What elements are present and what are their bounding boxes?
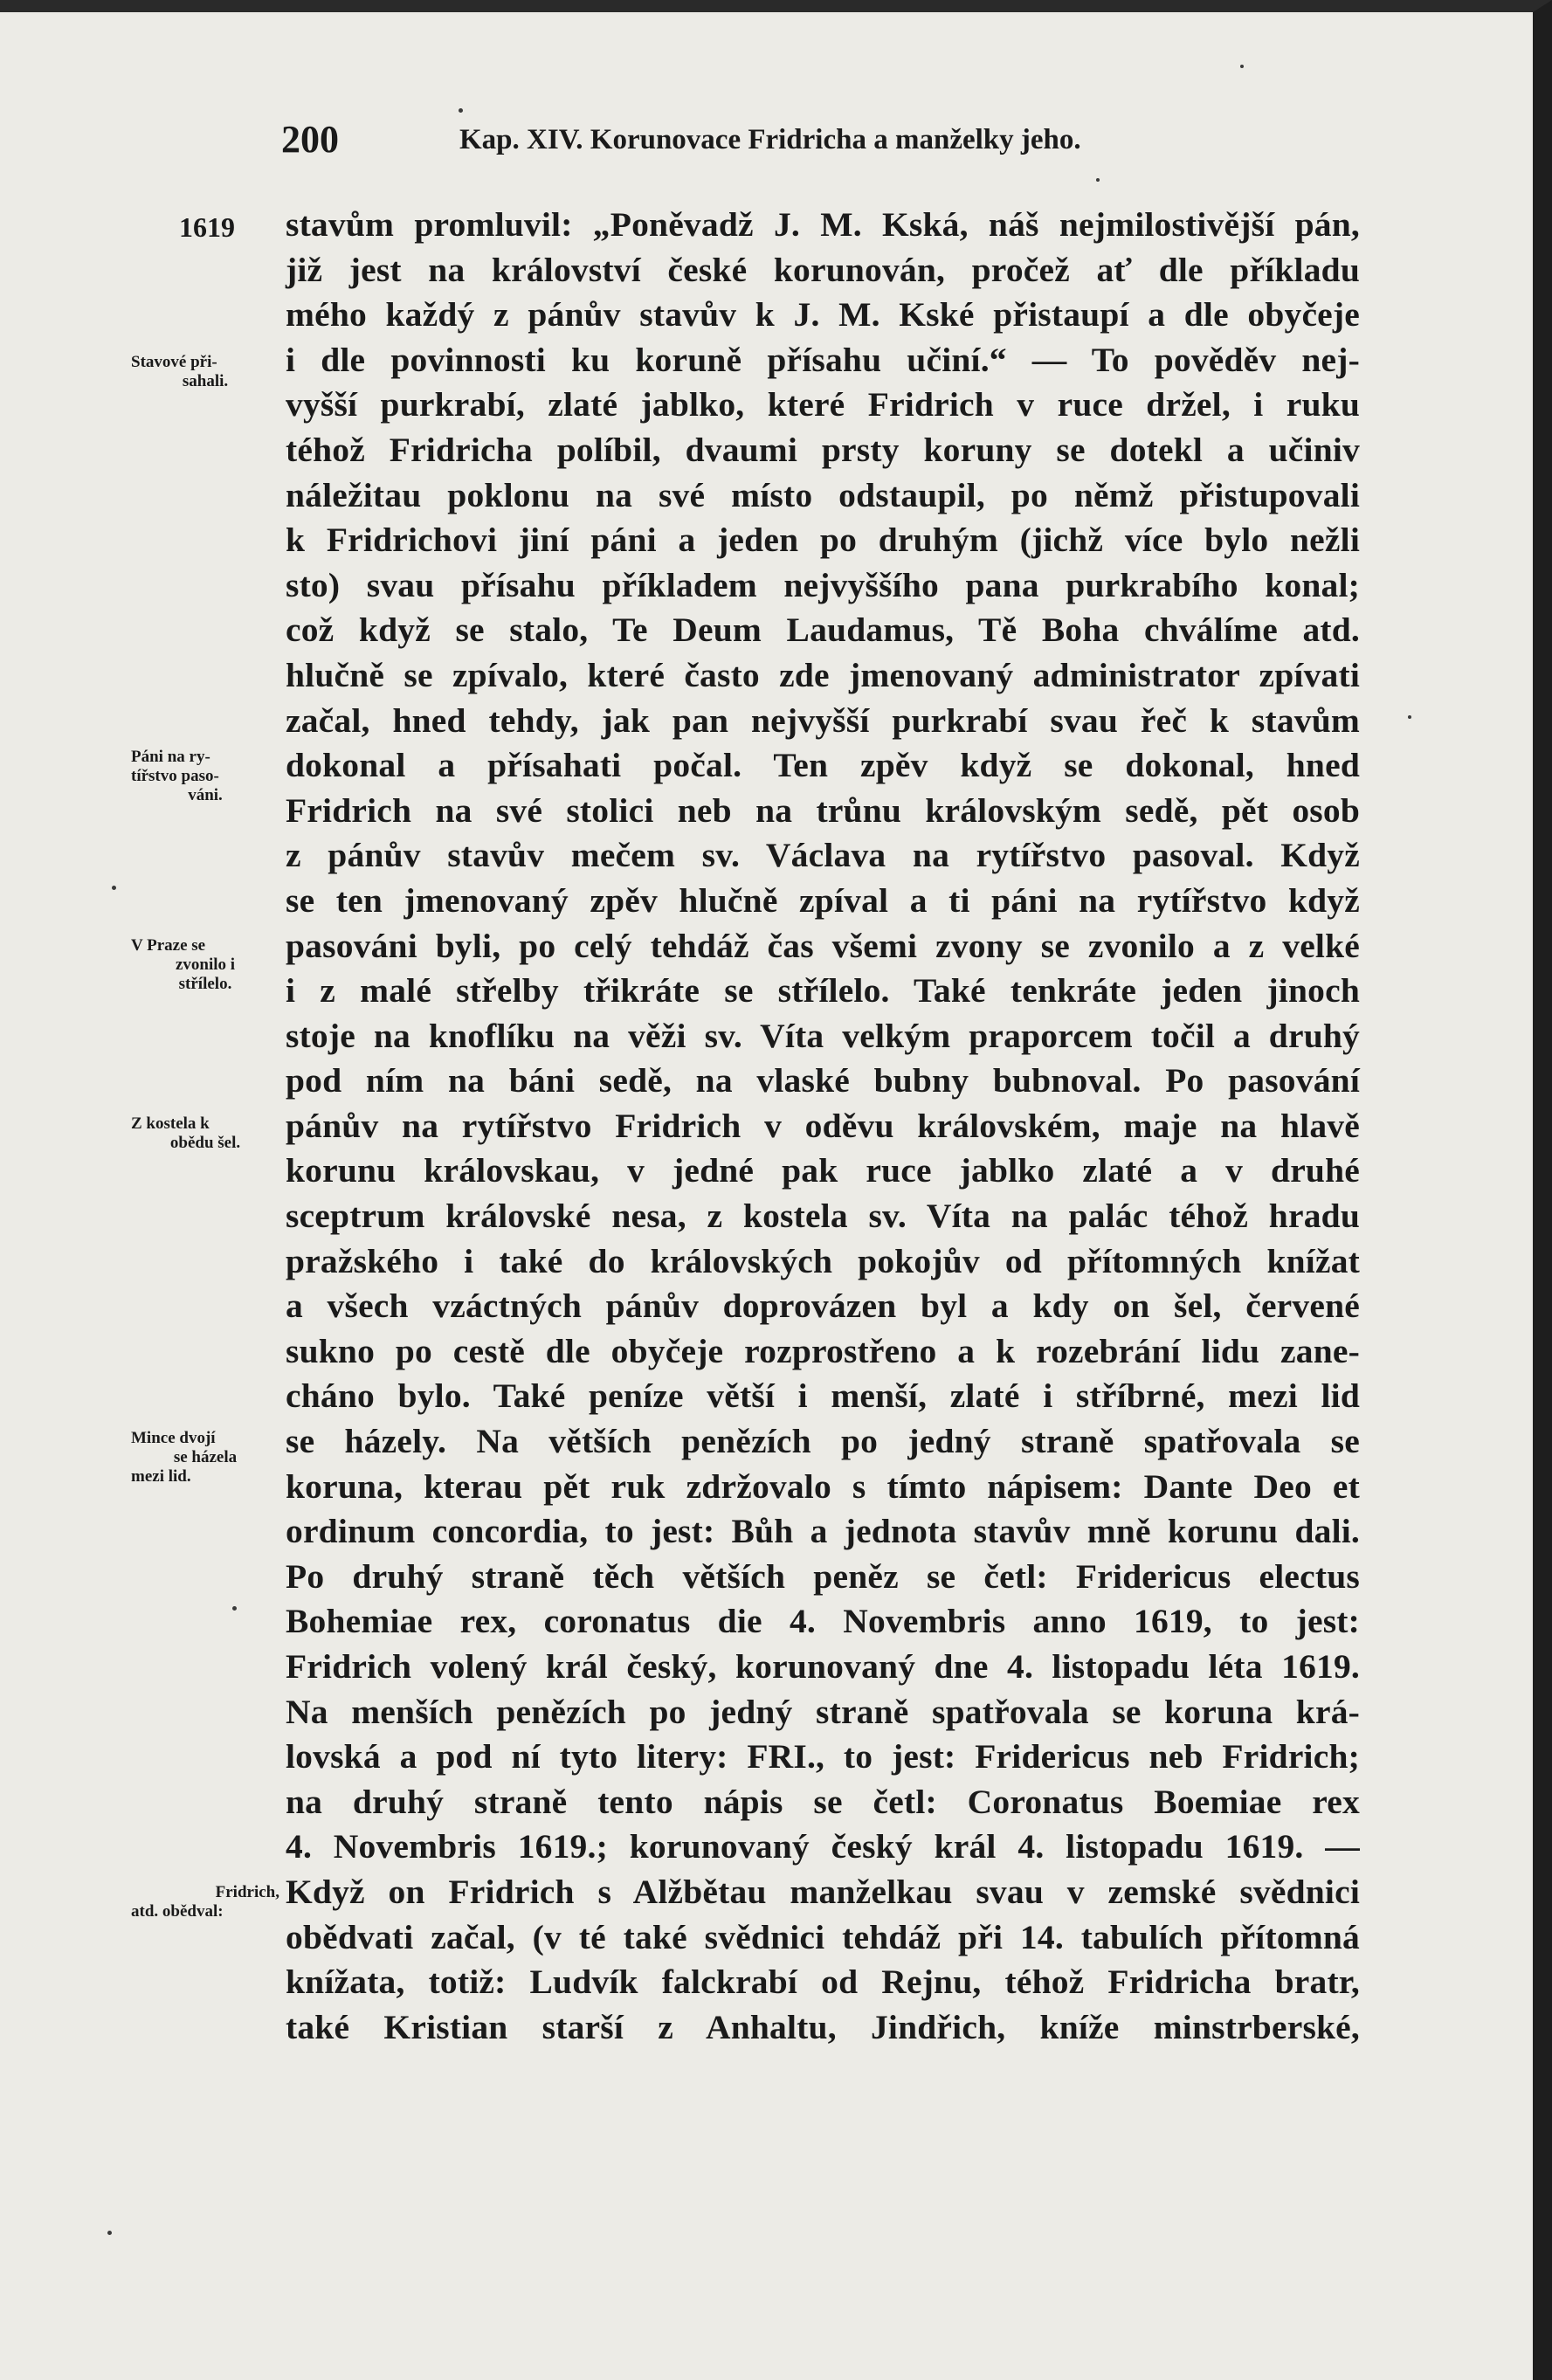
margin-note bbox=[131, 353, 279, 391]
text-line: stavům promluvil: „Poněvadž J. M. Kská, náš nejmilostivější pán, bbox=[286, 205, 1360, 244]
scan-speck bbox=[107, 2231, 112, 2235]
text-line: 4. Novembris 1619.; korunovaný český král 4. listopadu 1619. — bbox=[286, 1827, 1360, 1866]
text-line: sto) svau přísahu příkladem nejvyššího pana purkrabího konal; bbox=[286, 565, 1360, 604]
text-line: se házely. Na větších penězích po jedný straně spatřovala se bbox=[286, 1422, 1360, 1461]
text-line: dokonal a přísahati počal. Ten zpěv když se dokonal, hned bbox=[286, 746, 1360, 785]
text-line: na druhý straně tento nápis se četl: Coronatus Boemiae rex bbox=[286, 1782, 1360, 1821]
text-line: Fridrich na své stolici neb na trůnu královským sedě, pět osob bbox=[286, 790, 1360, 830]
margin-note-line: se házela bbox=[173, 1448, 238, 1466]
text-line: začal, hned tehdy, jak pan nejvyšší purkrabí svau řeč k stavům bbox=[286, 700, 1360, 740]
body-text bbox=[286, 203, 1360, 2050]
text-line: Když on Fridrich s Alžbětau manželkau svau v zemské svědnici bbox=[286, 1872, 1360, 1911]
text-line: Fridrich volený král český, korunovaný dne 4. listopadu léta 1619. bbox=[286, 1647, 1360, 1686]
margin-note-line: Páni na ry- bbox=[131, 748, 210, 766]
running-head: Kap. XIV. Korunovace Fridricha a manželky jeho. bbox=[459, 124, 1081, 155]
text-line: lovská a pod ní tyto litery: FRI., to jest: Fridericus neb Fridrich; bbox=[286, 1737, 1360, 1776]
margin-note-line: Fridrich, bbox=[215, 1883, 279, 1901]
margin-note-line: střílelo. bbox=[178, 975, 232, 993]
margin-note bbox=[131, 936, 279, 994]
text-line: pasováni byli, po celý tehdáž čas všemi zvony se zvonilo a z velké bbox=[286, 926, 1360, 965]
scan-speck bbox=[112, 886, 116, 890]
text-line: pod ním na báni sedě, na vlaské bubny bubnoval. Po pasování bbox=[286, 1061, 1360, 1100]
margin-note bbox=[131, 748, 279, 805]
scan-speck bbox=[459, 108, 463, 113]
text-line: k Fridrichovi jiní páni a jeden po druhým (jichž více bylo nežli bbox=[286, 521, 1360, 560]
text-line: sukno po cestě dle obyčeje rozprostřeno a k rozebrání lidu zane- bbox=[286, 1331, 1360, 1370]
page-header bbox=[281, 117, 1373, 169]
text-line: pražského i také do královských pokojův od přítomných knížat bbox=[286, 1241, 1360, 1280]
margin-note bbox=[131, 1429, 279, 1487]
text-line: vyšší purkrabí, zlaté jablko, které Fridrich v ruce držel, i ruku bbox=[286, 385, 1360, 424]
margin-year: 1619 bbox=[179, 211, 235, 243]
text-line: sceptrum královské nesa, z kostela sv. Víta na palác téhož hradu bbox=[286, 1197, 1360, 1236]
text-line: což když se stalo, Te Deum Laudamus, Tě Boha chválíme atd. bbox=[286, 611, 1360, 650]
text-line: téhož Fridricha políbil, dvaumi prsty koruny se dotekl a učiniv bbox=[286, 430, 1360, 469]
page-number: 200 bbox=[281, 118, 339, 161]
text-line: z pánův stavův mečem sv. Václava na rytířstvo pasoval. Když bbox=[286, 836, 1360, 875]
text-line: Po druhý straně těch větších peněz se četl: Fridericus electus bbox=[286, 1556, 1360, 1596]
text-line: se ten jmenovaný zpěv hlučně zpíval a ti páni na rytířstvo když bbox=[286, 880, 1360, 920]
text-line: obědvati začal, (v té také svědnici tehdáž při 14. tabulích přítomná bbox=[286, 1917, 1360, 1956]
text-line: pánův na rytířstvo Fridrich v oděvu královském, maje na hlavě bbox=[286, 1106, 1360, 1145]
text-line: knížata, totiž: Ludvík falckrabí od Rejnu, téhož Fridricha bratr, bbox=[286, 1963, 1360, 2002]
margin-note-line: V Praze se bbox=[131, 936, 206, 955]
margin-note-line: sahali. bbox=[182, 372, 229, 390]
text-line: ordinum concordia, to jest: Bůh a jednota stavův mně korunu dali. bbox=[286, 1512, 1360, 1551]
margin-note-line: Z kostela k bbox=[131, 1114, 210, 1133]
text-line: hlučně se zpívalo, které často zde jmenovaný administrator zpívati bbox=[286, 655, 1360, 694]
text-line: i z malé střelby třikráte se střílelo. Také tenkráte jeden jinoch bbox=[286, 971, 1360, 1011]
scan-speck bbox=[1408, 715, 1411, 719]
text-line: koruna, kterau pět ruk zdržovalo s tímto nápisem: Dante Deo et bbox=[286, 1466, 1360, 1506]
scan-speck bbox=[1096, 178, 1100, 182]
margin-note-line: zvonilo i bbox=[175, 955, 236, 974]
text-line: náležitau poklonu na své místo odstaupil, po němž přistupovali bbox=[286, 475, 1360, 514]
margin-note-line: atd. obědval: bbox=[131, 1902, 224, 1921]
text-line: již jest na království české korunován, pročež ať dle příkladu bbox=[286, 250, 1360, 289]
margin-note-line: váni. bbox=[188, 786, 223, 804]
text-line: cháno bylo. Také peníze větší i menší, zlaté i stříbrné, mezi lid bbox=[286, 1376, 1360, 1416]
text-line: korunu královskau, v jedné pak ruce jablko zlaté a v druhé bbox=[286, 1151, 1360, 1190]
margin-note bbox=[131, 1114, 279, 1153]
scan-speck bbox=[1240, 65, 1244, 68]
margin-note-line: tířstvo paso- bbox=[131, 767, 219, 785]
margin-note-line: Mince dvojí bbox=[131, 1429, 216, 1447]
margin-note bbox=[131, 1883, 279, 1921]
text-line: také Kristian starší z Anhaltu, Jindřich, kníže minstrberské, bbox=[286, 2007, 1360, 2046]
text-line: i dle povinnosti ku koruně přísahu učiní.“ — To pověděv nej- bbox=[286, 340, 1360, 379]
margin-note-line: obědu šel. bbox=[169, 1134, 241, 1152]
scan-speck bbox=[232, 1606, 237, 1611]
text-line: Na menších penězích po jedný straně spatřovala se koruna krá- bbox=[286, 1692, 1360, 1731]
text-line: a všech vzáctných pánův doprovázen byl a kdy on šel, červené bbox=[286, 1287, 1360, 1326]
text-line: Bohemiae rex, coronatus die 4. Novembris anno 1619, to jest: bbox=[286, 1602, 1360, 1641]
text-line: mého každý z pánův stavův k J. M. Kské přistaupí a dle obyčeje bbox=[286, 295, 1360, 335]
text-line: stoje na knoflíku na věži sv. Víta velkým praporcem točil a druhý bbox=[286, 1016, 1360, 1055]
margin-note-line: mezi lid. bbox=[131, 1467, 191, 1486]
margin-note-line: Stavové při- bbox=[131, 353, 217, 371]
